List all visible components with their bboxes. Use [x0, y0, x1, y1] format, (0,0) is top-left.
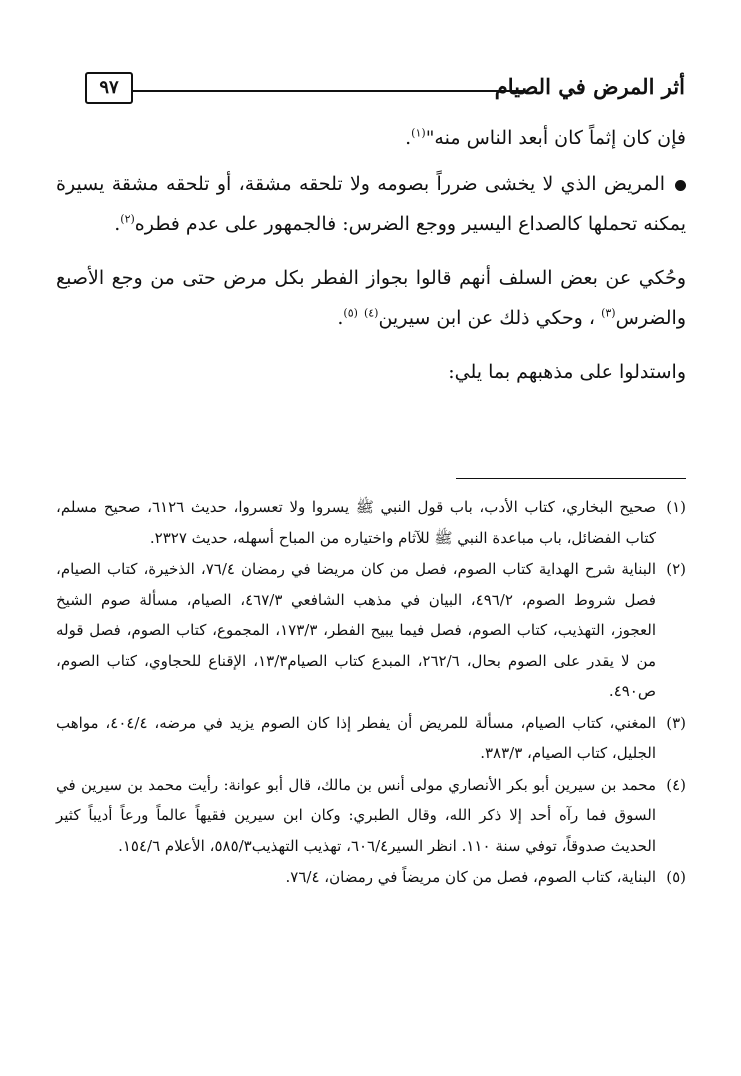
- footnote-ref: (٥): [343, 306, 358, 320]
- footnote-2: (٢)البناية شرح الهداية كتاب الصوم، فصل من كان مريضا في رمضان ٧٦/٤، الذخيرة، كتاب الصيام، فصل شروط الصوم، ٤٩٦/٢، البيان في مذهب الشافعي ٤٦٧/٣، الصيام، مسألة صوم الشيخ العجوز، التهذيب، كتاب الصوم، فصل فيما يبيح الفطر، ١٧٣/٣، المجموع، كتاب الصوم، فصل قوله من لا يقدر على الصوم بحال، ٢٦٢/٦، المبدع كتاب الصيام١٣/٣، الإقناع للحجاوي، كتاب الصوم، ص٤٩٠.: [56, 560, 686, 700]
- footnote-5: (٥)البناية، كتاب الصوم، فصل من كان مريضاً في رمضان، ٧٦/٤.: [285, 868, 686, 886]
- paragraph-2: المريض الذي لا يخشى ضرراً بصومه ولا تلحقه مشقة، أو تلحقه مشقة يسيرة يمكنه تحملها كالصداع اليسير ووجع الضرس: فالجمهور على عدم فطره$^{(٢)}$.: [56, 173, 686, 235]
- header-rule: [131, 90, 525, 92]
- footnote-4: (٤)محمد بن سيرين أبو بكر الأنصاري مولى أنس بن مالك، قال أبو عوانة: رأيت محمد بن سيرين في السوق فما رآه أحد إلا ذكر الله، وقال الطبري: وكان ابن سيرين فقيهاً عالماً ورعاً أديباً كثير الحديث صدوقاً، توفي سنة ١١٠. انظر السير٦٠٦/٤، تهذيب التهذيب٥٨٥/٣، الأعلام ١٥٤/٦.: [56, 775, 686, 855]
- paragraph-3: وحُكي عن بعض السلف أنهم قالوا بجواز الفطر بكل مرض حتى من وجع الأصبع والضرس$^{(٣)}$ ، وحكي ذلك عن ابن سيرين$^{(٤)}$ $^{(٥)}$.: [56, 267, 686, 329]
- footnote-1: (١)صحيح البخاري، كتاب الأدب، باب قول النبي ﷺ يسروا ولا تعسروا، حديث ٦١٢٦، صحيح مسلم، كتاب الفضائل، باب مباعدة النبي ﷺ للآثام واختياره من المباح أسهله، حديث ٢٣٢٧.: [56, 498, 687, 547]
- footnote-ref: (٢): [120, 212, 135, 226]
- bullet-icon: [675, 180, 686, 191]
- footnote-ref: (٣): [601, 306, 616, 320]
- main-text: [56, 118, 686, 392]
- footnote-ref: (٤): [363, 306, 379, 320]
- footnote-ref: (١): [411, 126, 426, 140]
- paragraph-1: فإن كان إثماً كان أبعد الناس منه"$^{(١)}$.: [405, 126, 686, 149]
- page-number: ٩٧: [85, 72, 133, 104]
- page-header: [85, 72, 685, 106]
- footnotes: [56, 492, 686, 894]
- paragraph-4: واستدلوا على مذهبهم بما يلي:: [448, 361, 686, 383]
- running-title: أثر المرض في الصيام: [494, 74, 685, 99]
- footnote-3: (٣)المغني، كتاب الصيام، مسألة للمريض أن يفطر إذا كان الصوم يزيد في مرضه، ٤٠٤/٤، مواهب الجليل، كتاب الصيام، ٣٨٣/٣.: [56, 713, 686, 762]
- footnote-separator: [456, 478, 686, 479]
